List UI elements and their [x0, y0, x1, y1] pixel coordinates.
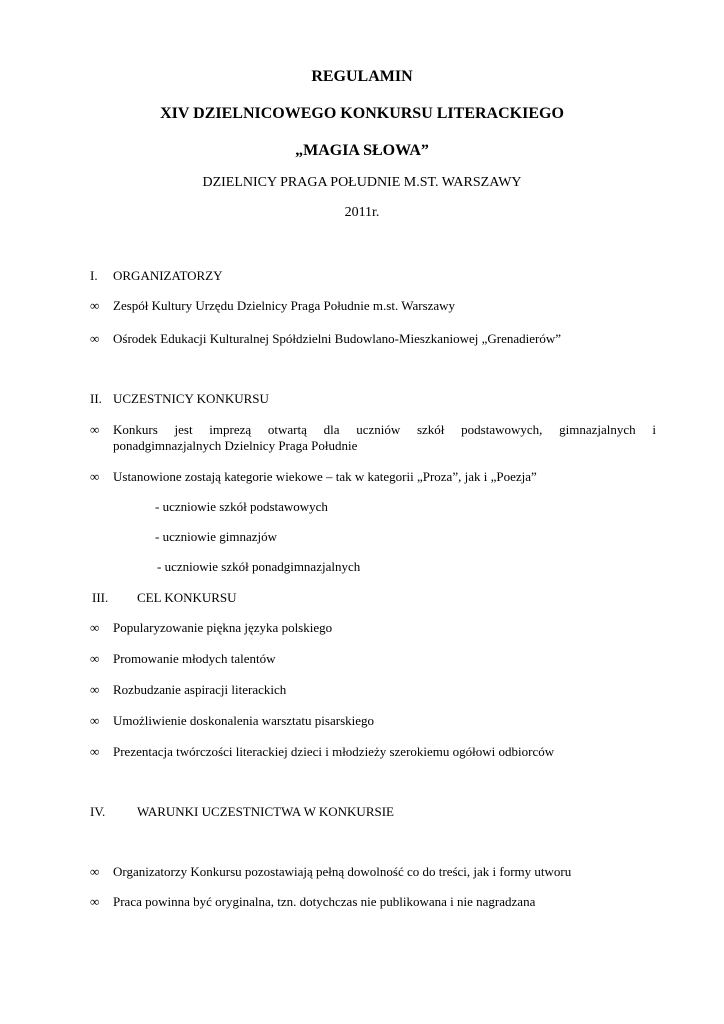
- bullet-icon: ∞: [90, 651, 100, 666]
- category-item: - uczniowie szkół ponadgimnazjalnych: [157, 559, 361, 574]
- section-1-heading: ORGANIZATORZY: [113, 268, 223, 283]
- category-item: - uczniowie gimnazjów: [155, 529, 278, 544]
- list-item: Prezentacja twórczości literackiej dzieci i młodzieży szerokiemu ogółowi odbiorców: [113, 744, 555, 759]
- district-line: DZIELNICY PRAGA POŁUDNIE M.ST. WARSZAWY: [202, 175, 522, 190]
- bullet-icon: ∞: [90, 422, 100, 437]
- section-2-number: II.: [90, 391, 102, 406]
- list-item: Ustanowione zostają kategorie wiekowe – tak w kategorii „Proza”, jak i „Poezja”: [113, 469, 537, 484]
- list-item: Zespół Kultury Urzędu Dzielnicy Praga Południe m.st. Warszawy: [113, 298, 456, 313]
- list-item: Ośrodek Edukacji Kulturalnej Spółdzielni Budowlano-Mieszkaniowej „Grenadierów”: [113, 331, 562, 346]
- bullet-icon: ∞: [90, 864, 100, 879]
- list-item: Praca powinna być oryginalna, tzn. dotychczas nie publikowana i nie nagradzana: [113, 894, 536, 909]
- bullet-icon: ∞: [90, 744, 100, 759]
- section-2-heading: UCZESTNICY KONKURSU: [113, 391, 269, 406]
- category-item: - uczniowie szkół podstawowych: [155, 499, 328, 514]
- bullet-icon: ∞: [90, 331, 100, 346]
- section-4-number: IV.: [90, 804, 106, 819]
- list-item-continuation: ponadgimnazjalnych Dzielnicy Praga Południe: [113, 438, 358, 453]
- section-1-number: I.: [90, 268, 98, 283]
- list-item: Konkurs jest imprezą otwartą dla uczniów szkół podstawowych, gimnazjalnych i: [113, 422, 656, 437]
- section-4-heading: WARUNKI UCZESTNICTWA W KONKURSIE: [137, 804, 394, 819]
- bullet-icon: ∞: [90, 298, 100, 313]
- list-item: Popularyzowanie piękna języka polskiego: [113, 620, 333, 635]
- document-subtitle: XIV DZIELNICOWEGO KONKURSU LITERACKIEGO: [160, 105, 564, 122]
- contest-name: „MAGIA SŁOWA”: [295, 142, 429, 159]
- bullet-icon: ∞: [90, 620, 100, 635]
- list-item: Organizatorzy Konkursu pozostawiają pełną dowolność co do treści, jak i formy utworu: [113, 864, 572, 879]
- bullet-icon: ∞: [90, 682, 100, 697]
- bullet-icon: ∞: [90, 469, 100, 484]
- list-item: Umożliwienie doskonalenia warsztatu pisarskiego: [113, 713, 375, 728]
- document-title: REGULAMIN: [311, 68, 413, 85]
- year-line: 2011r.: [344, 205, 380, 220]
- section-3-number: III.: [92, 590, 109, 605]
- bullet-icon: ∞: [90, 894, 100, 909]
- section-3-heading: CEL KONKURSU: [137, 590, 237, 605]
- list-item: Rozbudzanie aspiracji literackich: [113, 682, 287, 697]
- list-item: Promowanie młodych talentów: [113, 651, 276, 666]
- bullet-icon: ∞: [90, 713, 100, 728]
